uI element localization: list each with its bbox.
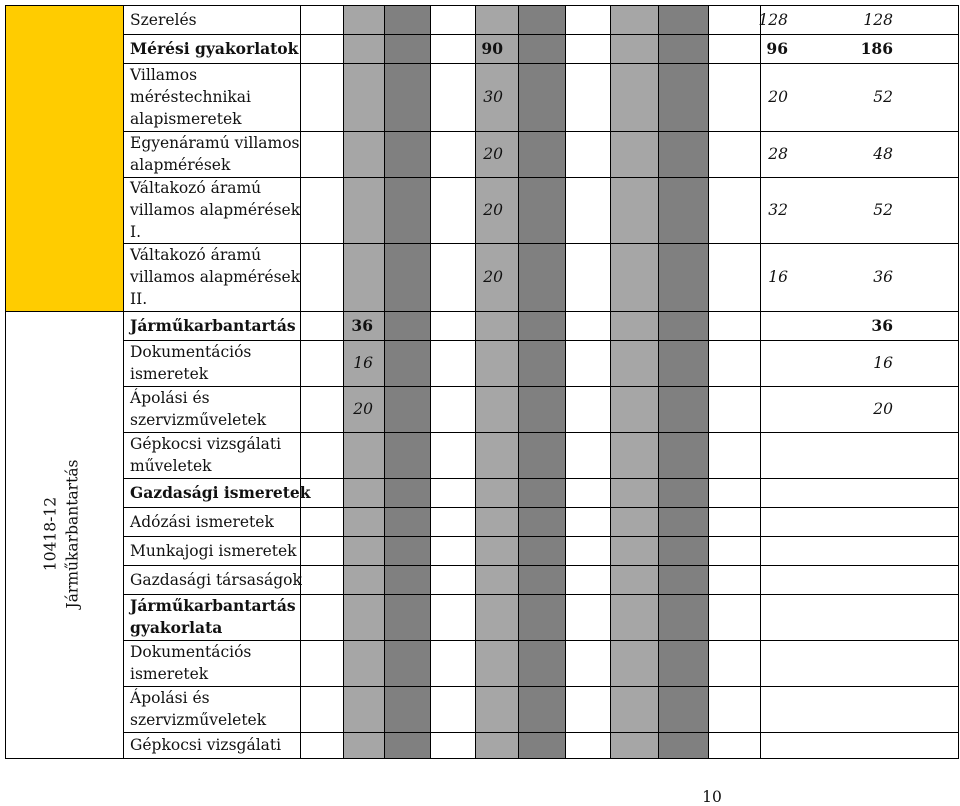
row-rule <box>123 386 959 387</box>
column-rule <box>343 5 344 758</box>
row-label: Villamos <box>130 66 198 84</box>
row-label: szervizműveletek <box>130 411 267 429</box>
cell-value-c1: 16 <box>353 354 373 372</box>
row-rule <box>123 478 959 479</box>
grey-column-band <box>610 5 658 758</box>
row-label: ismeretek <box>130 665 209 683</box>
column-rule <box>475 5 476 758</box>
cell-value-c2: 30 <box>483 88 503 106</box>
row-label: Adózási ismeretek <box>130 513 274 531</box>
grey-column-band <box>343 5 384 758</box>
section-label <box>10 310 113 758</box>
row-rule <box>123 34 959 35</box>
cell-value-c6: 96 <box>766 39 788 58</box>
column-rule <box>430 5 431 758</box>
row-label: Szerelés <box>130 11 197 29</box>
section-band-yellow <box>5 5 123 311</box>
row-label: műveletek <box>130 457 212 475</box>
row-label: Járműkarbantartás <box>130 596 296 615</box>
cell-value-total: 36 <box>873 268 893 286</box>
grey-column-band <box>518 5 565 758</box>
cell-value-total: 52 <box>873 201 893 219</box>
section-name: Járműkarbantartás <box>63 459 82 609</box>
row-label: Egyenáramú villamos <box>130 134 300 152</box>
row-label: alapismeretek <box>130 110 242 128</box>
grey-column-band <box>384 5 430 758</box>
column-rule <box>384 5 385 758</box>
cell-value-c1: 36 <box>351 316 373 335</box>
row-label: Gazdasági társaságok <box>130 571 302 589</box>
row-rule <box>5 5 959 6</box>
row-rule <box>123 732 959 733</box>
grey-column-band <box>658 5 708 758</box>
row-label: Mérési gyakorlatok <box>130 39 299 58</box>
cell-value-c6: 28 <box>768 145 788 163</box>
column-rule <box>123 5 124 758</box>
cell-value-c2: 20 <box>483 145 503 163</box>
cell-value-c2: 90 <box>481 39 503 58</box>
cell-value-total: 128 <box>863 11 893 29</box>
row-label: alapmérések <box>130 156 231 174</box>
column-rule <box>5 5 6 758</box>
row-label: Járműkarbantartás <box>130 316 296 335</box>
page-number: 10 <box>702 788 722 806</box>
row-label: Munkajogi ismeretek <box>130 542 297 560</box>
row-label: ismeretek <box>130 365 209 383</box>
cell-value-total: 186 <box>860 39 893 58</box>
row-label: gyakorlata <box>130 618 223 637</box>
cell-value-total: 48 <box>873 145 893 163</box>
row-label: szervizműveletek <box>130 711 267 729</box>
row-rule <box>123 507 959 508</box>
row-label: méréstechnikai <box>130 88 252 106</box>
column-rule <box>958 5 959 758</box>
row-label: Váltakozó áramú <box>130 246 262 264</box>
row-label: Ápolási és <box>130 389 210 407</box>
row-label: Gépkocsi vizsgálati <box>130 435 282 453</box>
row-label: villamos alapmérések <box>130 268 301 286</box>
cell-value-total: 36 <box>871 316 893 335</box>
cell-value-c1: 20 <box>353 400 373 418</box>
row-rule <box>123 565 959 566</box>
column-rule <box>610 5 611 758</box>
column-rule <box>300 5 301 758</box>
cell-value-total: 16 <box>873 354 893 372</box>
row-rule <box>5 758 959 759</box>
section-label-text <box>40 459 84 608</box>
row-label: Dokumentációs <box>130 343 252 361</box>
row-label: Gépkocsi vizsgálati <box>130 736 282 754</box>
row-rule <box>5 311 959 312</box>
column-rule <box>708 5 709 758</box>
row-label: II. <box>130 290 148 308</box>
cell-value-total: 52 <box>873 88 893 106</box>
row-rule <box>123 63 959 64</box>
row-rule <box>123 686 959 687</box>
column-rule <box>760 5 761 758</box>
cell-value-c6: 16 <box>768 268 788 286</box>
cell-value-c6: 32 <box>768 201 788 219</box>
cell-value-total: 20 <box>873 400 893 418</box>
row-label: Ápolási és <box>130 689 210 707</box>
column-rule <box>518 5 519 758</box>
row-label: villamos alapmérések <box>130 201 301 219</box>
cell-value-c2: 20 <box>483 268 503 286</box>
cell-value-c6: 128 <box>758 11 788 29</box>
cell-value-c2: 20 <box>483 201 503 219</box>
grey-column-band <box>475 5 518 758</box>
row-rule <box>123 536 959 537</box>
row-label: Váltakozó áramú <box>130 179 262 197</box>
row-label: Gazdasági ismeretek <box>130 483 311 502</box>
column-rule <box>658 5 659 758</box>
section-code: 10418-12 <box>41 496 60 572</box>
cell-value-c6: 20 <box>768 88 788 106</box>
column-rule <box>565 5 566 758</box>
row-label: I. <box>130 223 142 241</box>
row-label: Dokumentációs <box>130 643 252 661</box>
